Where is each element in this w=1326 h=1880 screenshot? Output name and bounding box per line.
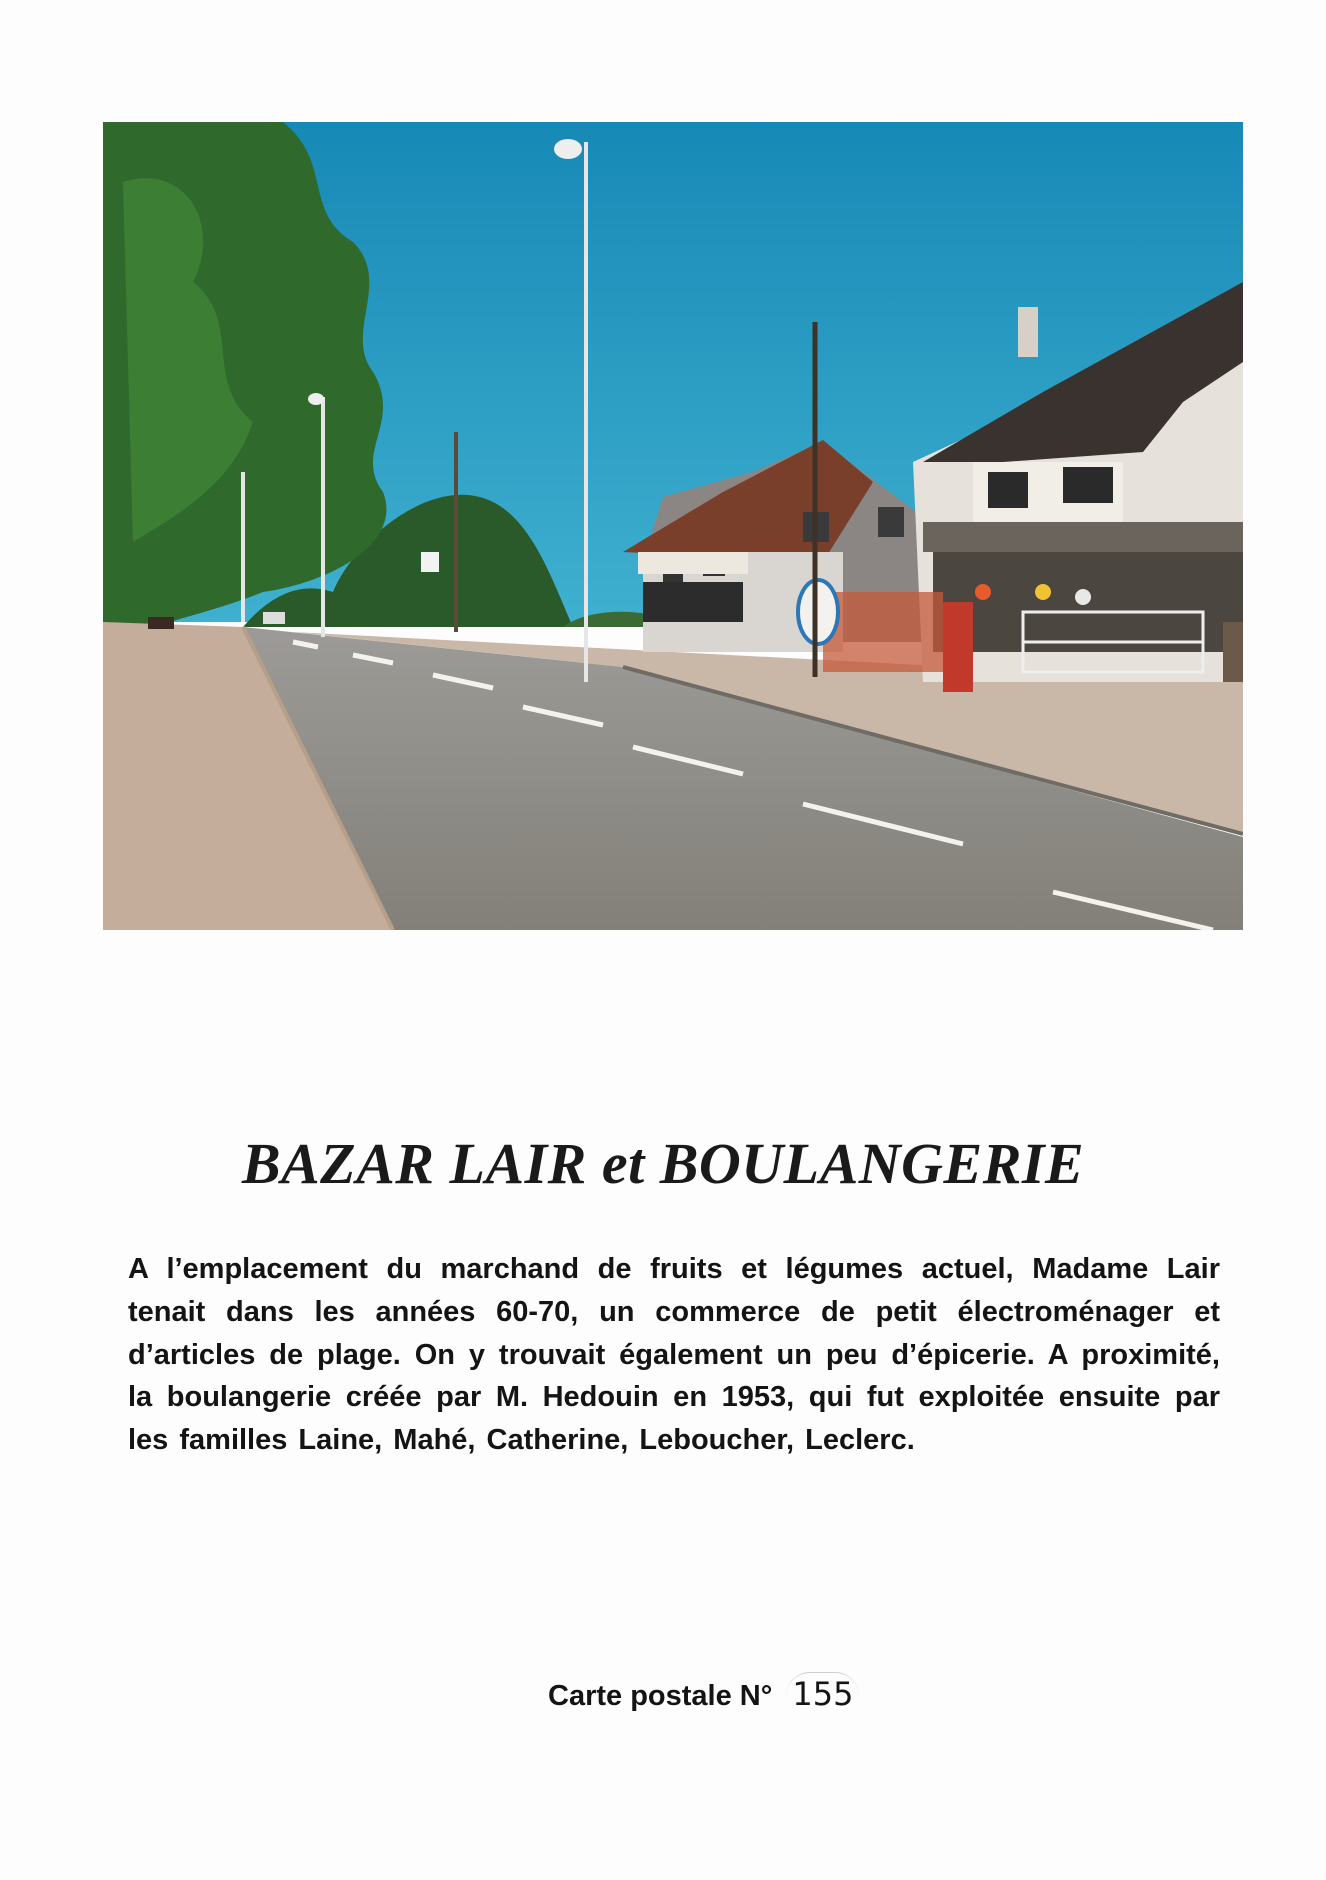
caption-label: Carte postale N° [548,1680,773,1712]
street-scene-image [103,122,1243,930]
postcard-number: 155 [786,1672,859,1713]
page-title: BAZAR LAIR et BOULANGERIE [241,1131,1085,1196]
postcard-caption [548,1672,859,1713]
postcard-photo [103,122,1243,930]
description-paragraph: A l’emplacement du marchand de fruits et légumes actuel, Madame Lair tenait dans les années 60-70, un commerce de petit électroménager et d’articles de plage. On y trouvait également un peu d’épicerie. A proximité, la boulangerie créée par M. Hedouin en 1953, qui fut exploitée ensuite par les familles Laine, Mahé, Catherine, Leboucher, Leclerc. [128,1253,1220,1457]
